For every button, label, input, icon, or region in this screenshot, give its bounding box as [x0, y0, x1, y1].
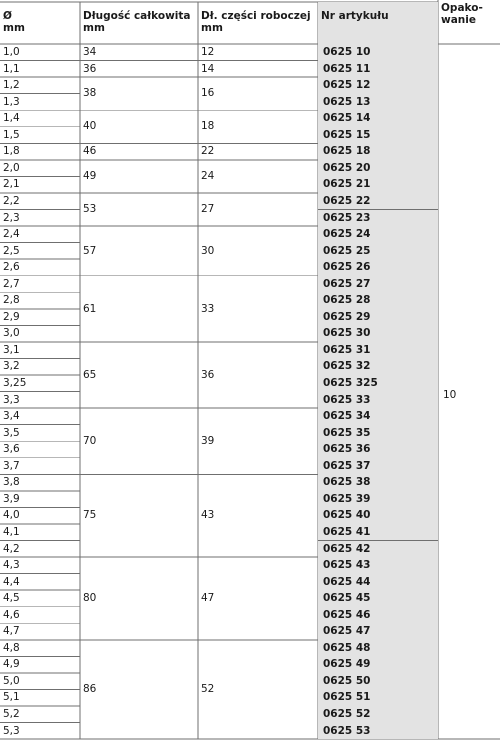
- total-length-cell-text: 46: [83, 145, 97, 158]
- diameter-cell: [0, 408, 80, 425]
- article-cell: [318, 193, 438, 210]
- article-cell-text: 0625 51: [323, 691, 371, 704]
- diameter-cell: [0, 342, 80, 359]
- diameter-cell: [0, 458, 80, 475]
- article-cell-text: 0625 53: [323, 724, 371, 737]
- total-length-cell: [80, 193, 198, 226]
- diameter-cell: [0, 706, 80, 723]
- article-cell: [318, 574, 438, 591]
- total-length-cell-text: 53: [83, 203, 97, 216]
- working-length-cell-text: 22: [201, 145, 215, 158]
- total-length-cell: [80, 557, 198, 640]
- working-length-cell-text: 12: [201, 46, 215, 59]
- diameter-cell: [0, 160, 80, 177]
- total-length-cell-text: 38: [83, 87, 97, 100]
- header-packaging: [438, 0, 500, 44]
- article-cell: [318, 541, 438, 558]
- article-cell: [318, 259, 438, 276]
- working-length-cell-text: 52: [201, 683, 215, 696]
- article-cell: [318, 292, 438, 309]
- diameter-cell-text: 2,7: [3, 277, 20, 290]
- article-cell: [318, 276, 438, 293]
- article-cell: [318, 656, 438, 673]
- article-cell-text: 0625 12: [323, 79, 371, 92]
- article-cell-text: 0625 18: [323, 145, 371, 158]
- header-total-length: [80, 2, 198, 44]
- article-cell-text: 0625 50: [323, 674, 371, 687]
- article-cell-text: 0625 34: [323, 410, 371, 423]
- total-length-cell-text: 70: [83, 434, 97, 447]
- article-cell: [318, 408, 438, 425]
- total-length-cell-text: 75: [83, 509, 97, 522]
- article-cell: [318, 375, 438, 392]
- working-length-cell-text: 18: [201, 120, 215, 133]
- article-cell-text: 0625 49: [323, 658, 371, 671]
- diameter-cell-text: 5,1: [3, 691, 20, 704]
- working-length-cell: [198, 44, 318, 61]
- article-cell-text: 0625 14: [323, 112, 371, 125]
- article-cell: [318, 160, 438, 177]
- diameter-cell: [0, 574, 80, 591]
- diameter-cell-text: 1,4: [3, 112, 20, 125]
- diameter-cell: [0, 243, 80, 260]
- working-length-cell: [198, 342, 318, 408]
- diameter-cell-text: 4,3: [3, 559, 20, 572]
- working-length-cell: [198, 143, 318, 160]
- article-cell-text: 0625 21: [323, 178, 371, 191]
- article-cell: [318, 243, 438, 260]
- diameter-cell: [0, 292, 80, 309]
- diameter-cell: [0, 77, 80, 94]
- article-cell: [318, 176, 438, 193]
- working-length-cell-text: 47: [201, 592, 215, 605]
- article-cell: [318, 226, 438, 243]
- diameter-cell-text: 3,1: [3, 343, 20, 356]
- diameter-cell-text: 4,6: [3, 608, 20, 621]
- total-length-cell: [80, 226, 198, 276]
- total-length-cell: [80, 474, 198, 557]
- total-length-cell: [80, 640, 198, 739]
- diameter-cell-text: 3,4: [3, 410, 20, 423]
- article-cell-text: 0625 35: [323, 426, 371, 439]
- article-cell-text: 0625 11: [323, 62, 371, 75]
- article-cell: [318, 689, 438, 706]
- diameter-cell-text: 4,0: [3, 509, 20, 522]
- diameter-cell-text: 1,3: [3, 95, 20, 108]
- diameter-cell-text: 3,6: [3, 443, 20, 456]
- article-cell-text: 0625 46: [323, 608, 371, 621]
- total-length-cell-text: 40: [83, 120, 97, 133]
- working-length-cell-text: 14: [201, 62, 215, 75]
- packaging-value-text: 10: [443, 389, 457, 402]
- working-length-cell-text: 43: [201, 509, 215, 522]
- diameter-cell-text: 5,3: [3, 724, 20, 737]
- diameter-cell-text: 3,0: [3, 327, 20, 340]
- diameter-cell: [0, 358, 80, 375]
- article-cell-text: 0625 36: [323, 443, 371, 456]
- article-cell: [318, 325, 438, 342]
- diameter-cell-text: 4,8: [3, 641, 20, 654]
- working-length-cell: [198, 408, 318, 474]
- diameter-cell: [0, 127, 80, 144]
- article-cell-text: 0625 15: [323, 128, 371, 141]
- article-cell: [318, 706, 438, 723]
- working-length-cell-text: 27: [201, 203, 215, 216]
- total-length-cell-text: 86: [83, 683, 97, 696]
- header-diameter-label: Ø mm: [3, 10, 25, 34]
- diameter-cell: [0, 94, 80, 111]
- working-length-cell-text: 16: [201, 87, 215, 100]
- article-cell: [318, 607, 438, 624]
- article-cell: [318, 441, 438, 458]
- diameter-cell: [0, 276, 80, 293]
- working-length-cell: [198, 557, 318, 640]
- article-cell: [318, 640, 438, 657]
- diameter-cell-text: 1,8: [3, 145, 20, 158]
- diameter-cell-text: 2,8: [3, 294, 20, 307]
- diameter-cell-text: 5,2: [3, 708, 20, 721]
- article-cell-text: 0625 325: [323, 377, 378, 390]
- article-cell: [318, 474, 438, 491]
- article-cell-text: 0625 10: [323, 46, 371, 59]
- article-cell-text: 0625 40: [323, 509, 371, 522]
- article-cell: [318, 392, 438, 409]
- diameter-cell-text: 3,7: [3, 459, 20, 472]
- working-length-cell-text: 36: [201, 368, 215, 381]
- article-cell-text: 0625 20: [323, 161, 371, 174]
- total-length-cell: [80, 44, 198, 61]
- article-cell-text: 0625 38: [323, 476, 371, 489]
- diameter-cell-text: 3,9: [3, 492, 20, 505]
- working-length-cell-text: 33: [201, 302, 215, 315]
- article-cell: [318, 491, 438, 508]
- diameter-cell: [0, 325, 80, 342]
- total-length-cell: [80, 276, 198, 342]
- article-cell-text: 0625 37: [323, 459, 371, 472]
- article-cell-text: 0625 30: [323, 327, 371, 340]
- diameter-cell-text: 3,8: [3, 476, 20, 489]
- total-length-cell: [80, 160, 198, 193]
- working-length-cell: [198, 193, 318, 226]
- header-packaging-label: Opako- wanie: [441, 2, 483, 26]
- article-cell-text: 0625 26: [323, 261, 371, 274]
- diameter-cell: [0, 259, 80, 276]
- article-cell: [318, 127, 438, 144]
- article-cell: [318, 342, 438, 359]
- diameter-cell-text: 4,7: [3, 625, 20, 638]
- diameter-cell: [0, 176, 80, 193]
- diameter-cell: [0, 425, 80, 442]
- total-length-cell: [80, 110, 198, 143]
- diameter-cell: [0, 607, 80, 624]
- diameter-cell: [0, 474, 80, 491]
- diameter-cell-text: 1,2: [3, 79, 20, 92]
- header-article-no: [318, 2, 438, 44]
- working-length-cell-text: 39: [201, 434, 215, 447]
- diameter-cell-text: 2,3: [3, 211, 20, 224]
- article-cell-text: 0625 27: [323, 277, 371, 290]
- total-length-cell-text: 61: [83, 302, 97, 315]
- total-length-cell-text: 57: [83, 244, 97, 257]
- article-cell: [318, 723, 438, 740]
- article-cell-text: 0625 48: [323, 641, 371, 654]
- article-cell: [318, 673, 438, 690]
- diameter-cell: [0, 392, 80, 409]
- diameter-cell-text: 4,1: [3, 525, 20, 538]
- diameter-cell: [0, 689, 80, 706]
- diameter-cell-text: 4,5: [3, 592, 20, 605]
- article-cell: [318, 590, 438, 607]
- article-cell: [318, 210, 438, 227]
- article-cell-text: 0625 52: [323, 708, 371, 721]
- working-length-cell: [198, 276, 318, 342]
- diameter-cell-text: 2,6: [3, 261, 20, 274]
- article-cell: [318, 458, 438, 475]
- article-cell-text: 0625 42: [323, 542, 371, 555]
- header-working-length: [198, 2, 318, 44]
- working-length-cell: [198, 640, 318, 739]
- article-cell: [318, 61, 438, 78]
- working-length-cell: [198, 474, 318, 557]
- article-cell-text: 0625 13: [323, 95, 371, 108]
- article-cell-text: 0625 29: [323, 310, 371, 323]
- diameter-cell-text: 4,9: [3, 658, 20, 671]
- article-cell: [318, 507, 438, 524]
- article-cell: [318, 77, 438, 94]
- diameter-cell: [0, 61, 80, 78]
- article-cell: [318, 557, 438, 574]
- article-cell-text: 0625 43: [323, 559, 371, 572]
- diameter-cell: [0, 723, 80, 740]
- article-cell-text: 0625 47: [323, 625, 371, 638]
- diameter-cell-text: 2,0: [3, 161, 20, 174]
- diameter-cell-text: 1,1: [3, 62, 20, 75]
- diameter-cell: [0, 557, 80, 574]
- article-cell: [318, 524, 438, 541]
- header-total-length-label: Długość całkowita mm: [83, 10, 191, 34]
- article-cell-text: 0625 28: [323, 294, 371, 307]
- packaging-value: [438, 44, 500, 747]
- total-length-cell-text: 36: [83, 62, 97, 75]
- diameter-cell: [0, 640, 80, 657]
- total-length-cell-text: 49: [83, 170, 97, 183]
- diameter-cell-text: 2,1: [3, 178, 20, 191]
- total-length-cell: [80, 143, 198, 160]
- diameter-cell-text: 1,0: [3, 46, 20, 59]
- diameter-cell: [0, 143, 80, 160]
- article-cell: [318, 425, 438, 442]
- article-cell-text: 0625 33: [323, 393, 371, 406]
- diameter-cell: [0, 193, 80, 210]
- article-cell-text: 0625 45: [323, 592, 371, 605]
- article-cell-text: 0625 24: [323, 228, 371, 241]
- article-cell: [318, 44, 438, 61]
- article-cell: [318, 143, 438, 160]
- working-length-cell: [198, 61, 318, 78]
- working-length-cell: [198, 77, 318, 110]
- total-length-cell: [80, 61, 198, 78]
- diameter-cell-text: 2,5: [3, 244, 20, 257]
- diameter-cell: [0, 309, 80, 326]
- diameter-cell-text: 2,2: [3, 194, 20, 207]
- diameter-cell-text: 3,2: [3, 360, 20, 373]
- header-diameter: [0, 2, 80, 44]
- total-length-cell: [80, 77, 198, 110]
- diameter-cell: [0, 524, 80, 541]
- article-cell: [318, 309, 438, 326]
- diameter-cell-text: 2,9: [3, 310, 20, 323]
- total-length-cell-text: 65: [83, 368, 97, 381]
- working-length-cell: [198, 160, 318, 193]
- diameter-cell: [0, 507, 80, 524]
- diameter-cell-text: 3,3: [3, 393, 20, 406]
- diameter-cell: [0, 110, 80, 127]
- diameter-cell: [0, 44, 80, 61]
- working-length-cell-text: 30: [201, 244, 215, 257]
- diameter-cell: [0, 210, 80, 227]
- article-cell: [318, 623, 438, 640]
- total-length-cell-text: 34: [83, 46, 97, 59]
- diameter-cell: [0, 541, 80, 558]
- diameter-cell: [0, 375, 80, 392]
- diameter-cell-text: 5,0: [3, 674, 20, 687]
- working-length-cell-text: 24: [201, 170, 215, 183]
- diameter-cell: [0, 623, 80, 640]
- diameter-cell-text: 4,2: [3, 542, 20, 555]
- article-cell-text: 0625 44: [323, 575, 371, 588]
- diameter-cell: [0, 491, 80, 508]
- diameter-cell: [0, 656, 80, 673]
- article-cell-text: 0625 25: [323, 244, 371, 257]
- diameter-cell: [0, 226, 80, 243]
- article-cell-text: 0625 39: [323, 492, 371, 505]
- header-article-no-label: Nr artykułu: [321, 10, 389, 22]
- article-cell: [318, 358, 438, 375]
- diameter-cell-text: 3,5: [3, 426, 20, 439]
- article-cell: [318, 94, 438, 111]
- diameter-cell-text: 3,25: [3, 377, 27, 390]
- article-cell-text: 0625 41: [323, 525, 371, 538]
- working-length-cell: [198, 110, 318, 143]
- diameter-cell: [0, 590, 80, 607]
- working-length-cell: [198, 226, 318, 276]
- diameter-cell: [0, 673, 80, 690]
- article-cell-text: 0625 22: [323, 194, 371, 207]
- article-cell-text: 0625 23: [323, 211, 371, 224]
- article-cell-text: 0625 32: [323, 360, 371, 373]
- diameter-cell-text: 1,5: [3, 128, 20, 141]
- diameter-cell-text: 2,4: [3, 228, 20, 241]
- total-length-cell: [80, 408, 198, 474]
- diameter-cell: [0, 441, 80, 458]
- header-working-length-label: Dł. części roboczej mm: [201, 10, 311, 34]
- total-length-cell: [80, 342, 198, 408]
- total-length-cell-text: 80: [83, 592, 97, 605]
- article-cell-text: 0625 31: [323, 343, 371, 356]
- diameter-cell-text: 4,4: [3, 575, 20, 588]
- article-cell: [318, 110, 438, 127]
